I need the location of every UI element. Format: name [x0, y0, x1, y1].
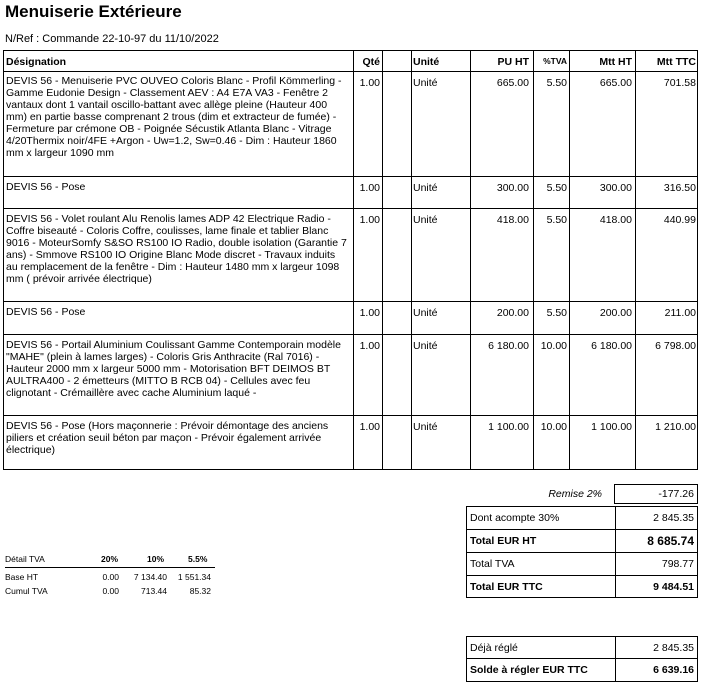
row-mtt-ttc: 701.58	[663, 77, 696, 89]
row-qte: 1.00	[359, 421, 380, 433]
row-mtt-ttc: 1 210.00	[655, 421, 696, 433]
tva-base-55: 1 551.34	[177, 572, 211, 582]
row-mtt-ht: 6 180.00	[591, 340, 632, 352]
row-mtt-ht: 200.00	[599, 307, 632, 319]
row-pu-ht: 418.00	[496, 214, 529, 226]
row-unite: Unité	[413, 77, 438, 89]
acompte-label: Dont acompte 30%	[470, 512, 560, 524]
acompte-value: 2 845.35	[653, 512, 694, 524]
tva-cumul-10: 713.44	[141, 586, 167, 596]
solde-row	[467, 659, 697, 681]
header-pu-ht: PU HT	[497, 56, 529, 68]
row-mtt-ht: 300.00	[599, 182, 632, 194]
total-tva-label: Total TVA	[470, 558, 515, 570]
row-pu-ht: 300.00	[496, 182, 529, 194]
solde-value: 6 639.16	[653, 664, 694, 676]
row-mtt-ttc: 6 798.00	[655, 340, 696, 352]
table-row	[4, 301, 697, 335]
row-tva: 10.00	[540, 421, 567, 433]
remise-label: Remise 2%	[548, 488, 602, 500]
row-designation: DEVIS 56 - Volet roulant Alu Renolis lames ADP 42 Electrique Radio - Coffre biseauté - Coloris Coffre, coulisses, lame finale et tablier Blanc 9016 - MoteurSomfy S&SO RS100 IO Radio, double isolation (Garantie 7 ans) - Smmove RS100 IO Origine Blanc Mode discret - Travaux induits au remplacement de la fenêtre - Dim : Hauteur 1480 mm x largeur 1098 mm ( prévoir arrivée électrique)	[6, 213, 347, 285]
tva-cumul-label: Cumul TVA	[5, 586, 48, 596]
row-designation: DEVIS 56 - Pose	[6, 306, 86, 318]
tva-header-55: 5.5%	[188, 554, 208, 564]
total-ttc-value: 9 484.51	[653, 581, 694, 593]
payment-box	[466, 636, 698, 682]
row-unite: Unité	[413, 421, 438, 433]
tva-header-20: 20%	[101, 554, 119, 564]
solde-label: Solde à régler EUR TTC	[470, 664, 588, 676]
document-title: Menuiserie Extérieure	[5, 2, 182, 21]
remise-value-box	[614, 484, 698, 504]
row-mtt-ttc: 211.00	[664, 307, 696, 319]
row-unite: Unité	[413, 307, 438, 319]
header-qte: Qté	[362, 56, 380, 68]
table-row	[4, 72, 697, 176]
row-pu-ht: 665.00	[496, 77, 529, 89]
header-mtt-ht: Mtt HT	[599, 56, 632, 68]
row-designation: DEVIS 56 - Pose (Hors maçonnerie : Prévoir démontage des anciens piliers et création seuil béton par maçon - Prévoir également arrivée électrique)	[6, 420, 329, 456]
header-tva: %TVA	[543, 56, 567, 66]
row-mtt-ht: 1 100.00	[591, 421, 632, 433]
row-tva: 5.50	[546, 182, 567, 194]
row-mtt-ttc: 316.50	[663, 182, 696, 194]
total-ttc-row	[467, 575, 697, 597]
table-row	[4, 176, 697, 209]
table-row	[4, 334, 697, 416]
total-ht-row	[467, 529, 697, 553]
line-items-table	[3, 50, 698, 470]
tva-base-label: Base HT	[5, 572, 39, 582]
row-qte: 1.00	[359, 340, 380, 352]
total-ht-value: 8 685.74	[647, 534, 694, 548]
header-designation: Désignation	[6, 56, 67, 68]
row-unite: Unité	[413, 214, 438, 226]
table-header	[4, 51, 697, 72]
header-unite: Unité	[413, 56, 440, 68]
row-pu-ht: 6 180.00	[488, 340, 529, 352]
header-mtt-ttc: Mtt TTC	[656, 56, 696, 68]
row-tva: 5.50	[546, 77, 567, 89]
tva-detail-label: Détail TVA	[5, 554, 45, 564]
total-tva-value: 798.77	[661, 558, 694, 570]
row-mtt-ht: 418.00	[599, 214, 632, 226]
table-row	[4, 208, 697, 302]
row-pu-ht: 200.00	[496, 307, 529, 319]
row-tva: 5.50	[546, 307, 567, 319]
deja-regle-label: Déjà réglé	[470, 642, 518, 654]
row-tva: 10.00	[540, 340, 567, 352]
tva-base-10: 7 134.40	[133, 572, 167, 582]
row-designation: DEVIS 56 - Portail Aluminium Coulissant Gamme Contemporain modèle "MAHE" (plein à lames larges) - Coloris Gris Anthracite (Ral 7016) - Hauteur 2000 mm x largeur 5000 mm - Motorisation BFT DEIMOS BT AULTRA400 - 2 émetteurs (MITTO B RCB 04) - Cellules avec feu clignotant - Crémaillère avec cache Aluminium laqué -	[6, 339, 341, 399]
tva-base-20: 0.00	[102, 572, 119, 582]
total-ht-label: Total EUR HT	[470, 535, 537, 547]
row-pu-ht: 1 100.00	[488, 421, 529, 433]
totals-box	[466, 506, 698, 598]
row-qte: 1.00	[359, 182, 380, 194]
deja-regle-row	[467, 637, 697, 659]
tva-cumul-20: 0.00	[102, 586, 119, 596]
row-designation: DEVIS 56 - Pose	[6, 181, 86, 193]
total-ttc-label: Total EUR TTC	[470, 581, 543, 593]
tva-header-10: 10%	[147, 554, 165, 564]
row-qte: 1.00	[359, 307, 380, 319]
tva-divider	[5, 567, 215, 568]
row-mtt-ttc: 440.99	[663, 214, 696, 226]
row-designation: DEVIS 56 - Menuiserie PVC OUVEO Coloris Blanc - Profil Kömmerling - Gamme Eudonie Design - Classement AEV : A4 E7A VA3 - Fenêtre 2 vantaux dont 1 vantail oscillo-battant avec allège pleine (Hauteur 400 mm) en partie basse comprenant 2 trous (dim et extracteur de fumée) - Fermeture par crémone OB - Poignée Sécustik Atlanta Blanc - Vitrage 4/20Thermix noir/4FE +Argon - Uw=1.2, Sw=0.46 - Dim : Hauteur 1860 mm x largeur 1090 mm	[6, 75, 342, 159]
acompte-row	[467, 507, 697, 529]
row-unite: Unité	[413, 182, 438, 194]
row-mtt-ht: 665.00	[599, 77, 632, 89]
order-reference: N/Ref : Commande 22-10-97 du 11/10/2022	[5, 33, 219, 45]
row-unite: Unité	[413, 340, 438, 352]
total-tva-row	[467, 553, 697, 575]
table-row	[4, 415, 697, 471]
row-tva: 5.50	[546, 214, 567, 226]
row-qte: 1.00	[359, 77, 380, 89]
deja-regle-value: 2 845.35	[653, 642, 694, 654]
remise-value: -177.26	[658, 488, 694, 500]
tva-cumul-55: 85.32	[189, 586, 211, 596]
row-qte: 1.00	[359, 214, 380, 226]
